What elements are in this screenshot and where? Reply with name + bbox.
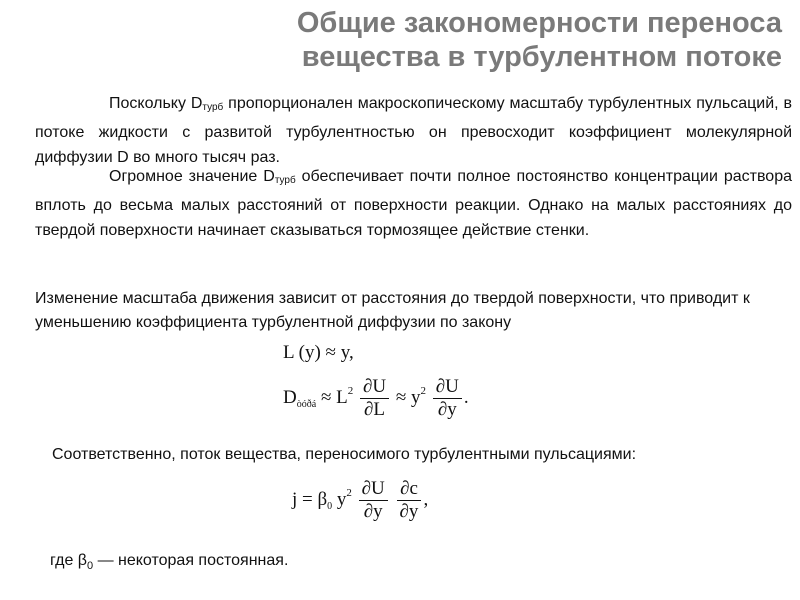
f2-approx2: ≈ y	[395, 386, 421, 408]
title-line-1: Общие закономерности переноса	[296, 7, 782, 39]
para2-text-a: Огромное значение D	[109, 168, 275, 185]
f2-sup2: 2	[420, 384, 427, 397]
formula-flux	[292, 478, 428, 523]
f2-den1: ∂L	[364, 399, 386, 420]
f2-num2: ∂U	[433, 376, 462, 399]
f2-end: .	[463, 386, 469, 408]
f3-y: y	[332, 488, 347, 510]
f3-lhs-sub: 0	[327, 500, 333, 512]
f2-num1: ∂U	[360, 376, 389, 399]
f3-num2: ∂c	[397, 478, 422, 501]
formula-scale: L (y) ≈ y,	[283, 342, 354, 363]
f3-end: ,	[423, 488, 429, 510]
para2-subscript: турб	[274, 175, 296, 186]
para1-subscript: турб	[202, 102, 224, 113]
paragraph-4: Соответственно, поток вещества, переносимого турбулентными пульсациями:	[52, 446, 637, 463]
para2-text-b: обеспечивает почти полное постоянство концентрации раствора вплоть до весьма малых расстояний от поверхности реакции. Однако на малых расстояниях до твердой поверхности начинает сказываться тормозящее действие стенки.	[35, 168, 793, 239]
footnote-text-b: — некоторая постоянная.	[93, 552, 289, 569]
f3-lhs: j = β	[292, 488, 328, 510]
slide-title	[162, 6, 782, 74]
f3-fraction-1	[359, 478, 388, 523]
paragraph-3: Изменение масштаба движения зависит от расстояния до твердой поверхности, что приводит к уменьшению коэффициента турбулентной диффузии по закону	[35, 290, 750, 331]
f3-den1: ∂y	[363, 501, 383, 522]
para1-text-b: пропорционален макроскопическому масштабу турбулентных пульсаций, в потоке жидкости с развитой турбулентностью он превосходит коэффициент молекулярной диффузии D во много тысяч раз.	[35, 95, 792, 166]
footnote-subscript: 0	[87, 560, 94, 573]
f2-fraction-2	[433, 376, 462, 421]
paragraph-1	[35, 91, 792, 170]
paragraph-2	[35, 164, 792, 243]
f2-fraction-1	[360, 376, 389, 421]
f2-approx1: ≈ L	[320, 386, 348, 408]
f2-sup1: 2	[347, 384, 354, 397]
footnote-text-a: где β	[50, 552, 87, 569]
title-line-2: вещества в турбулентном потоке	[301, 41, 782, 73]
footnote	[50, 552, 288, 572]
formula-diffusion	[283, 376, 469, 421]
f3-fraction-2	[397, 478, 422, 523]
f2-lhs-sub: òóðá	[296, 398, 317, 410]
f3-num1: ∂U	[359, 478, 388, 501]
f2-lhs: D	[283, 386, 297, 408]
f3-sup: 2	[346, 486, 352, 499]
f3-den2: ∂y	[399, 501, 419, 522]
f2-den2: ∂y	[437, 399, 457, 420]
para1-text-a: Поскольку D	[109, 95, 203, 112]
